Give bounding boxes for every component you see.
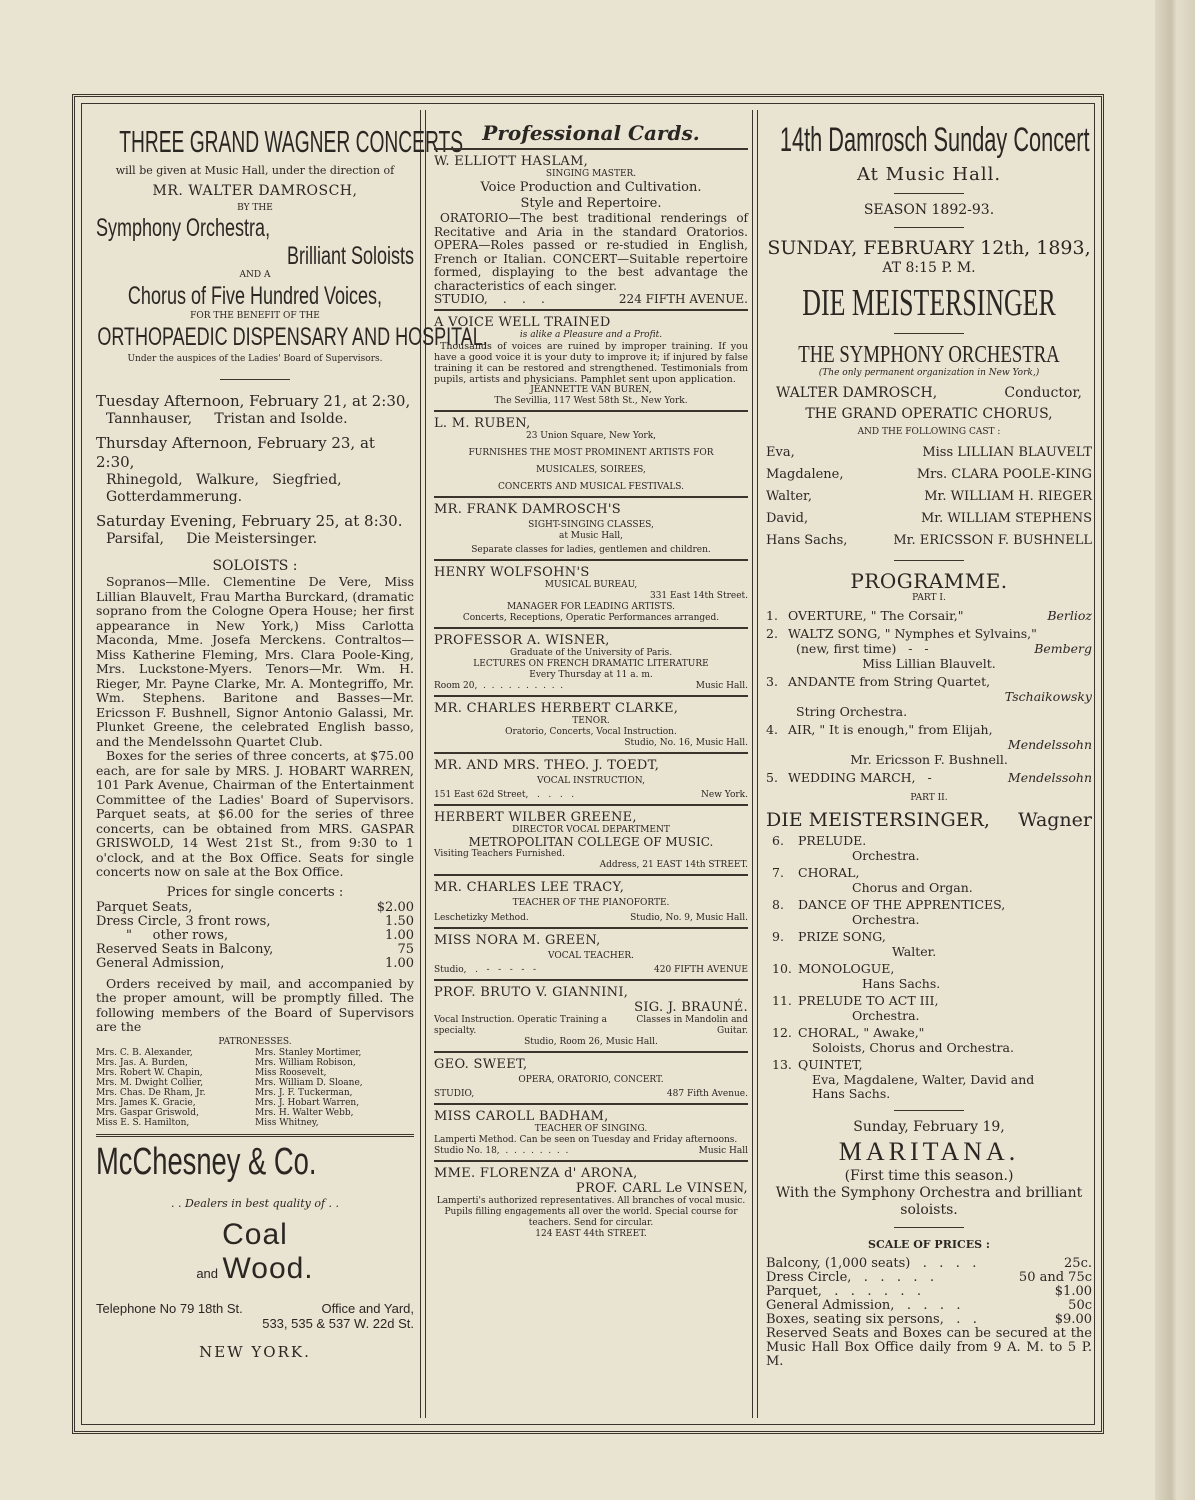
cast-heading: AND THE FOLLOWING CAST : — [857, 427, 1001, 437]
scale-price: $9.00 — [1054, 1311, 1092, 1327]
card-line: VOCAL INSTRUCTION, — [537, 776, 645, 786]
card-line: is alike a Pleasure and a Profit. — [519, 330, 663, 340]
part-one-list — [766, 608, 1092, 785]
divider — [894, 1227, 964, 1228]
patronesses-left — [96, 1048, 255, 1128]
studio: Studio, . - - - - - — [434, 965, 537, 975]
card-name-2: SIG. J. BRAUNÉ. — [634, 1000, 748, 1015]
next-note: (First time this season.) — [844, 1167, 1014, 1184]
card-line: OPERA, ORATORIO, CONCERT. — [518, 1075, 664, 1085]
item-number: 2. — [766, 626, 778, 641]
soloists-text: Sopranos—Mlle. Clementine De Vere, Miss Lillian Blauvelt, Frau Martha Burckard, (dramatic soprano from the Cologne Opera House; her first appearance in New York,) Miss Carlotta Maconda, Mme. Josefa Merckens. Contraltos—Miss Katherine Fleming, Mrs. Clara Poole-King, Mrs. Luckstone-Myers. Tenors—Mr. Wm. H. Rieger, Mr. Payne Clarke, Mr. A. Montegriffo, Mr. Wm. Stephens. Baritone and Basses—Mr. Ericsson F. Bushnell, Signor Antonio Galassi, Mr. Plunket Greene, the celebrated English basso, and the Mendelssohn Quartet Club. — [96, 574, 414, 749]
item-note: (new, first time) - - — [796, 641, 929, 656]
programme-item — [766, 626, 1092, 641]
card-line: CONCERTS AND MUSICAL FESTIVALS. — [497, 482, 685, 492]
orchestra-note: (The only permanent organization in New York,) — [818, 368, 1040, 378]
card-line: Studio, Room 26, Music Hall. — [524, 1037, 658, 1047]
item-title: WEDDING MARCH, - — [788, 770, 932, 785]
card-line: MUSICALES, SOIREES, — [536, 465, 646, 475]
item-performer: String Orchestra. — [796, 704, 908, 719]
card-line: TENOR. — [572, 716, 610, 726]
soloists-heading: SOLOISTS : — [212, 558, 298, 574]
ad-address: 533, 535 & 537 W. 22d St. — [262, 1315, 414, 1331]
divider — [894, 1110, 964, 1111]
and-a: AND A — [239, 270, 271, 280]
programme-heading: PROGRAMME. — [850, 569, 1008, 593]
conductor-role: Conductor, — [1004, 385, 1082, 401]
studio: Studio No. 18, . . . . . . . . — [434, 1146, 569, 1156]
programme-item — [766, 674, 1092, 689]
item-performer: Hans Sachs. — [862, 975, 941, 991]
price-row — [96, 901, 414, 915]
item-title: OVERTURE, " The Corsair," — [788, 608, 964, 623]
column-divider-left — [420, 110, 426, 1418]
item-performer: Mr. Ericsson F. Bushnell. — [850, 752, 1008, 767]
scale-label: Parquet, . . . . . . — [766, 1283, 922, 1299]
programme-item — [772, 1026, 1092, 1041]
patroness: Mrs. Robert W. Chapin, — [96, 1067, 203, 1078]
cast-row — [766, 464, 1092, 486]
card-arona — [434, 1162, 748, 1243]
card-toedt — [434, 754, 748, 806]
program-page-frame — [72, 94, 1104, 1434]
patroness: Miss E. S. Hamilton, — [96, 1117, 190, 1128]
card-line: Lamperti Method. Can be seen on Tuesday and Friday afternoons. — [434, 1135, 738, 1145]
scale-label: Balcony, (1,000 seats) . . . . — [766, 1255, 977, 1271]
scale-row — [766, 1299, 1092, 1313]
price-value: $2.00 — [376, 899, 414, 915]
card-greene — [434, 806, 748, 876]
part-two-title: DIE MEISTERSINGER, — [766, 809, 990, 831]
item-title: ANDANTE from String Quartet, — [788, 674, 991, 689]
concert-date: SUNDAY, FEBRUARY 12th, 1893, — [767, 237, 1091, 259]
card-line: Vocal Instruction. Operatic Training a specialty. — [434, 1015, 607, 1036]
item-number: 6. — [772, 833, 784, 848]
scale-price: $1.00 — [1054, 1283, 1092, 1299]
price-row — [96, 915, 414, 929]
item-performer: Orchestra. — [852, 911, 920, 927]
card-wolfsohn — [434, 561, 748, 629]
address: 487 Fifth Avenue. — [666, 1089, 748, 1099]
city: New York. — [701, 790, 748, 800]
address: 420 FIFTH AVENUE — [654, 965, 748, 975]
card-footer — [434, 913, 748, 924]
scale-label: Dress Circle, . . . . . — [766, 1269, 935, 1285]
card-line: TEACHER OF THE PIANOFORTE. — [512, 898, 670, 908]
scale-row — [766, 1285, 1092, 1299]
scale-label: General Admission, . . . . — [766, 1297, 961, 1313]
and-word: and — [196, 1265, 219, 1281]
card-voice-trained — [434, 311, 748, 412]
card-line: LECTURES ON FRENCH DRAMATIC LITERATURE — [473, 659, 709, 669]
item-number: 11. — [772, 993, 792, 1008]
card-ruben — [434, 412, 748, 498]
item-composer: Berlioz — [1047, 608, 1092, 623]
item-performer: Eva, Magdalene, Walter, David and Hans Sachs. — [812, 1071, 1035, 1101]
card-name: A VOICE WELL TRAINED — [434, 315, 611, 330]
card-name: MR. CHARLES HERBERT CLARKE, — [434, 701, 679, 716]
ad-contact — [96, 1301, 414, 1316]
method: Leschetizky Method. — [434, 913, 529, 923]
programme-item-detail — [766, 641, 1092, 656]
boxes-text: Boxes for the series of three concerts, at $75.00 each, are for sale by MRS. J. HOBART WARREN, 101 Park Avenue, Chairman of the Entertainment Committee of the Ladies' Board of Supervisors. Parquet seats, at $6.00 for the series of three concerts, can be obtained from MRS. GASPAR GRISWOLD, 14 West 21st St., from 9:30 to 1 o'clock, and at the Box Office. Seats for single concerts now on sale at the Box Office. — [96, 748, 414, 879]
card-body: Thousands of voices are ruined by improper training. If you have a good voice it is your duty to improve it; if injured by false training it can be restored and strengthened. Testimonials from pupils, artists and physicians. Pamphlet sent upon application. — [434, 341, 748, 385]
address: 151 East 62d Street, . . . . — [434, 790, 575, 800]
price-value: 1.00 — [385, 955, 414, 971]
programme-item — [766, 608, 1092, 623]
card-name: HERBERT WILBER GREENE, — [434, 810, 637, 825]
card-line: Studio, No. 16, Music Hall. — [624, 738, 748, 748]
item-number: 3. — [766, 674, 778, 689]
card-line: Separate classes for ladies, gentlemen and children. — [471, 545, 711, 555]
item-number: 7. — [772, 865, 784, 880]
price-row — [96, 957, 414, 971]
page-spine — [1155, 0, 1195, 1500]
sunday-concert-column — [766, 116, 1092, 1412]
card-line: MUSICAL BUREAU, — [544, 580, 638, 590]
chorus-line: THE GRAND OPERATIC CHORUS, — [805, 406, 1053, 422]
item-title: MONOLOGUE, — [798, 961, 895, 976]
patroness: Mrs. James K. Gracie, — [96, 1097, 196, 1108]
item-number: 13. — [772, 1057, 792, 1072]
reserved-note: Reserved Seats and Boxes can be secured at the Music Hall Box Office daily from 9 A. M. to 5 P. M. — [766, 1325, 1092, 1369]
card-line: Address, 21 EAST 14th STREET. — [599, 860, 748, 870]
patroness: Miss Whitney, — [255, 1117, 319, 1128]
item-title: DANCE OF THE APPRENTICES, — [798, 897, 1006, 912]
card-wisner — [434, 629, 748, 697]
patroness: Mrs. William Robison, — [255, 1057, 356, 1068]
card-line: The Sevillia, 117 West 58th St., New York. — [494, 396, 688, 406]
patroness: Mrs. Gaspar Griswold, — [96, 1107, 199, 1118]
patroness: Mrs. H. Walter Webb, — [255, 1107, 354, 1118]
item-title: WALTZ SONG, " Nymphes et Sylvains," — [788, 626, 1037, 641]
card-footer — [434, 790, 748, 801]
programme-item — [772, 962, 1092, 977]
concert-date: Tuesday Afternoon, February 21, at 2:30, — [96, 392, 411, 410]
cast-singer: Mr. WILLIAM H. RIEGER — [924, 489, 1092, 504]
scale-label: Boxes, seating six persons, . . — [766, 1311, 977, 1327]
studio: STUDIO, — [434, 1089, 475, 1099]
sunday-concert-title: 14th Damrosch Sunday Concert — [779, 121, 1090, 159]
patroness: Mrs. M. Dwight Collier, — [96, 1077, 204, 1088]
item-performer: Walter. — [892, 943, 937, 959]
card-line: Graduate of the University of Paris. — [509, 648, 673, 658]
by-the: BY THE — [237, 203, 273, 213]
coal-word: Coal — [222, 1217, 288, 1251]
item-number: 9. — [772, 929, 784, 944]
item-performer: Chorus and Organ. — [852, 879, 973, 895]
programme-item — [772, 866, 1092, 881]
director: MR. WALTER DAMROSCH, — [152, 183, 358, 199]
card-line: 124 EAST 44th STREET. — [535, 1229, 647, 1239]
chorus-line: Chorus of Five Hundred Voices, — [127, 282, 383, 310]
given-at: will be given at Music Hall, under the direction of — [115, 164, 395, 177]
card-name: MME. FLORENZA d' ARONA, — [434, 1166, 638, 1181]
item-performer: Orchestra. — [852, 1007, 920, 1023]
inner-border — [81, 103, 1095, 1425]
card-line: SINGING MASTER. — [545, 169, 637, 179]
place: Music Hall — [698, 1146, 748, 1156]
card-clarke — [434, 697, 748, 754]
card-line: METROPOLITAN COLLEGE OF MUSIC. — [468, 835, 714, 849]
card-name: MR. CHARLES LEE TRACY, — [434, 880, 625, 895]
card-name: PROFESSOR A. WISNER, — [434, 633, 610, 648]
scale-price: 25c. — [1064, 1255, 1092, 1271]
card-line: JEANNETTE VAN BUREN, — [530, 385, 652, 395]
item-composer: Mendelssohn — [1007, 737, 1092, 752]
item-composer: Tschaikowsky — [1004, 689, 1092, 704]
patroness: Miss Roosevelt, — [255, 1067, 327, 1078]
cast-singer: Miss LILLIAN BLAUVELT — [922, 445, 1092, 460]
telephone: Telephone No 79 18th St. — [96, 1300, 243, 1316]
auspices: Under the auspices of the Ladies' Board of Supervisors. — [127, 354, 383, 364]
item-number: 1. — [766, 608, 778, 623]
studio-address: 224 FIFTH AVENUE. — [618, 292, 748, 306]
item-composer: Bemberg — [1034, 641, 1092, 656]
studio: Studio, No. 9, Music Hall. — [630, 913, 748, 923]
next-with: With the Symphony Orchestra and brilliant soloists. — [775, 1184, 1083, 1218]
cast-singer: Mr. ERICSSON F. BUSHNELL — [893, 533, 1092, 548]
wood-word: Wood. — [222, 1251, 314, 1285]
part-one-label: PART I. — [912, 593, 946, 603]
patroness: Mrs. Chas. De Rham, Jr. — [96, 1087, 206, 1098]
card-name: PROF. BRUTO V. GIANNINI, — [434, 985, 629, 1000]
cast-role: Eva, — [766, 445, 795, 460]
ad-city: NEW YORK. — [199, 1342, 311, 1361]
card-line: DIRECTOR VOCAL DEPARTMENT — [512, 825, 670, 835]
cast-singer: Mr. WILLIAM STEPHENS — [920, 511, 1092, 526]
dealers-line: . . Dealers in best quality of . . — [170, 1196, 340, 1210]
scale-row — [766, 1313, 1092, 1327]
patroness: Mrs. Jas. A. Burden, — [96, 1057, 188, 1068]
room-place: Music Hall. — [695, 681, 748, 691]
orchestra-title: THE SYMPHONY ORCHESTRA — [798, 342, 1060, 368]
part-two-list — [766, 834, 1092, 1102]
card-sweet — [434, 1053, 748, 1105]
cast-role: Hans Sachs, — [766, 533, 848, 548]
card-body: ORATORIO—The best traditional renderings of Recitative and Aria in the standard Oratorios. OPERA—Roles passed or re-studied in English, French or Italian. CONCERT—Suitable repertoire formed, displaying to the best advantage the characteristics of each singer. — [434, 211, 748, 293]
item-title: QUINTET, — [798, 1057, 863, 1072]
card-frank-damrosch — [434, 498, 748, 561]
card-name: MISS NORA M. GREEN, — [434, 933, 601, 948]
card-name: MR. AND MRS. THEO. J. TOEDT, — [434, 758, 660, 773]
concert-works: Parsifal, Die Meistersinger. — [106, 531, 318, 547]
cast-list — [766, 442, 1092, 552]
room-label: Room 20, . . . . . . . . . . — [434, 681, 564, 691]
card-line: FURNISHES THE MOST PROMINENT ARTISTS FOR — [468, 448, 714, 458]
card-line: SIGHT-SINGING CLASSES, — [528, 520, 654, 530]
item-performer: Orchestra. — [852, 847, 920, 863]
programme-item — [772, 898, 1092, 913]
item-title: AIR, " It is enough," from Elijah, — [788, 722, 993, 737]
divider — [894, 227, 964, 228]
benefit-line: FOR THE BENEFIT OF THE — [190, 311, 320, 321]
wagner-title: THREE GRAND WAGNER CONCERTS — [119, 124, 464, 159]
price-value: 1.00 — [385, 927, 414, 943]
price-label: Dress Circle, 3 front rows, — [96, 913, 271, 929]
card-line: 23 Union Square, New York, — [525, 431, 657, 441]
patronesses-right — [255, 1048, 414, 1128]
card-name: L. M. RUBEN, — [434, 416, 531, 431]
scale-price: 50c — [1068, 1297, 1092, 1313]
item-composer: Mendelssohn — [1007, 770, 1092, 785]
card-footer — [434, 965, 748, 976]
price-label: General Admission, — [96, 955, 225, 971]
cast-singer: Mrs. CLARA POOLE-KING — [916, 467, 1092, 482]
scale-row — [766, 1257, 1092, 1271]
item-number: 8. — [772, 897, 784, 912]
card-line: Visiting Teachers Furnished. — [434, 849, 565, 859]
orchestra-line: Symphony Orchestra, — [96, 214, 271, 242]
card-footer — [434, 1089, 748, 1100]
part-two-heading — [766, 808, 1092, 832]
divider — [894, 193, 964, 194]
column-divider-right — [752, 110, 758, 1418]
programme-item — [766, 722, 1092, 737]
concert-works: Rhinegold, Walkure, Siegfried, Gotterdammerung. — [106, 472, 347, 505]
concert-date: Saturday Evening, February 25, at 8:30. — [96, 512, 403, 530]
professional-cards-heading: Professional Cards. — [434, 120, 748, 150]
programme-item — [772, 994, 1092, 1009]
concert-works: Tannhauser, Tristan and Isolde. — [106, 411, 348, 427]
concert-date: Thursday Afternoon, February 23, at 2:30, — [96, 434, 375, 471]
card-name: MR. FRANK DAMROSCH'S — [434, 502, 622, 517]
company-name: McChesney & Co. — [96, 1140, 317, 1183]
hospital-line: ORTHOPAEDIC DISPENSARY AND HOSPITAL, — [97, 323, 488, 351]
price-row — [96, 929, 414, 943]
concert-dates — [96, 392, 414, 548]
divider — [894, 560, 964, 561]
cast-row — [766, 508, 1092, 530]
price-row — [96, 943, 414, 957]
part-two-composer: Wagner — [1018, 809, 1092, 831]
card-line: at Music Hall, — [558, 531, 624, 541]
patronesses-list — [96, 1048, 414, 1128]
programme-item — [772, 1058, 1092, 1073]
price-list — [96, 901, 414, 971]
card-footer — [434, 681, 748, 692]
scale-row — [766, 1271, 1092, 1285]
cast-role: Magdalene, — [766, 467, 844, 482]
price-label: Parquet Seats, — [96, 899, 193, 915]
patroness: Mrs. J. Hobart Warren, — [255, 1097, 360, 1108]
programme-item — [772, 930, 1092, 945]
item-title: PRELUDE TO ACT III, — [798, 993, 939, 1008]
patroness: Mrs. Stanley Mortimer, — [255, 1047, 362, 1058]
patroness: Mrs. J. F. Tuckerman, — [255, 1087, 353, 1098]
price-label: Reserved Seats in Balcony, — [96, 941, 274, 957]
cast-row — [766, 486, 1092, 508]
orders-text: Orders received by mail, and accompanied by the proper amount, will be promptly filled. The following members of the Board of Supervisors are the — [96, 975, 414, 1034]
price-value: 1.50 — [385, 913, 414, 929]
card-name: GEO. SWEET, — [434, 1057, 528, 1072]
cast-role: David, — [766, 511, 809, 526]
card-line: MANAGER FOR LEADING ARTISTS. — [506, 602, 676, 612]
item-number: 10. — [772, 961, 792, 976]
season: SEASON 1892-93. — [863, 202, 995, 218]
item-number: 4. — [766, 722, 778, 737]
opera-title: DIE MEISTERSINGER — [802, 282, 1056, 324]
office: Office and Yard, — [321, 1300, 414, 1316]
card-line: Concerts, Receptions, Operatic Performances arranged. — [462, 613, 720, 623]
concert-time: AT 8:15 P. M. — [882, 260, 976, 276]
card-columns — [434, 1015, 748, 1037]
next-opera: MARITANA. — [838, 1136, 1020, 1166]
item-number: 5. — [766, 770, 778, 785]
card-giannini — [434, 981, 748, 1053]
coal-advertisement — [96, 1134, 414, 1361]
professional-cards-column — [434, 116, 748, 1412]
item-title: PRELUDE. — [798, 833, 867, 848]
card-line: Voice Production and Cultivation. — [480, 180, 702, 195]
item-title: CHORAL, " Awake," — [798, 1025, 925, 1040]
conductor-row — [766, 385, 1092, 402]
item-title: PRIZE SONG, — [798, 929, 886, 944]
card-line: Style and Repertoire. — [520, 196, 662, 211]
card-line: VOCAL TEACHER. — [548, 951, 634, 961]
card-line: Every Thursday at 11 a. m. — [529, 670, 653, 680]
divider — [894, 333, 964, 334]
prices-heading: Prices for single concerts : — [166, 884, 344, 900]
patronesses-heading: PATRONESSES. — [218, 1036, 292, 1047]
scale-price: 50 and 75c — [1018, 1269, 1092, 1285]
programme-item — [766, 770, 1092, 785]
card-name: MISS CAROLL BADHAM, — [434, 1109, 609, 1124]
patroness: Mrs. William D. Sloane, — [255, 1077, 363, 1088]
next-concert-date: Sunday, February 19, — [853, 1118, 1005, 1135]
conductor-name: WALTER DAMROSCH, — [776, 385, 938, 401]
card-footer — [434, 1146, 748, 1157]
part-two-label: PART II. — [910, 793, 948, 803]
card-name: W. ELLIOTT HASLAM, — [434, 154, 589, 169]
card-name: HENRY WOLFSOHN'S — [434, 565, 590, 580]
programme-item — [772, 834, 1092, 849]
card-name-2: PROF. CARL Le VINSEN, — [575, 1181, 748, 1196]
studio-label: STUDIO, . . . — [434, 292, 545, 306]
price-value: 75 — [397, 941, 414, 957]
card-line: Classes in Mandolin and Guitar. — [636, 1015, 748, 1036]
card-body: Lamperti's authorized representatives. All branches of vocal music. Pupils filling engagements all over the world. Special course for teachers. Send for circular. — [436, 1196, 746, 1228]
item-number: 12. — [772, 1025, 792, 1040]
card-nora-green — [434, 929, 748, 981]
cast-row — [766, 442, 1092, 464]
divider — [220, 379, 290, 380]
card-tracy — [434, 876, 748, 929]
item-performer: Soloists, Chorus and Orchestra. — [812, 1039, 1014, 1055]
scale-heading: SCALE OF PRICES : — [868, 1237, 990, 1251]
cast-role: Walter, — [766, 489, 812, 504]
card-haslam — [434, 150, 748, 311]
patroness: Mrs. C. B. Alexander, — [96, 1047, 193, 1058]
card-footer — [434, 293, 748, 306]
item-title: CHORAL, — [798, 865, 860, 880]
card-line: Oratorio, Concerts, Vocal Instruction. — [505, 727, 677, 737]
scale-list — [766, 1257, 1092, 1369]
price-label: " other rows, — [126, 927, 229, 943]
soloists-line: Brilliant Soloists — [286, 242, 414, 270]
venue: At Music Hall. — [856, 164, 1002, 185]
card-line: 331 East 14th Street. — [649, 591, 748, 601]
card-badham — [434, 1105, 748, 1162]
card-line: TEACHER OF SINGING. — [534, 1124, 648, 1134]
cast-row — [766, 530, 1092, 552]
item-performer: Miss Lillian Blauvelt. — [862, 656, 996, 671]
